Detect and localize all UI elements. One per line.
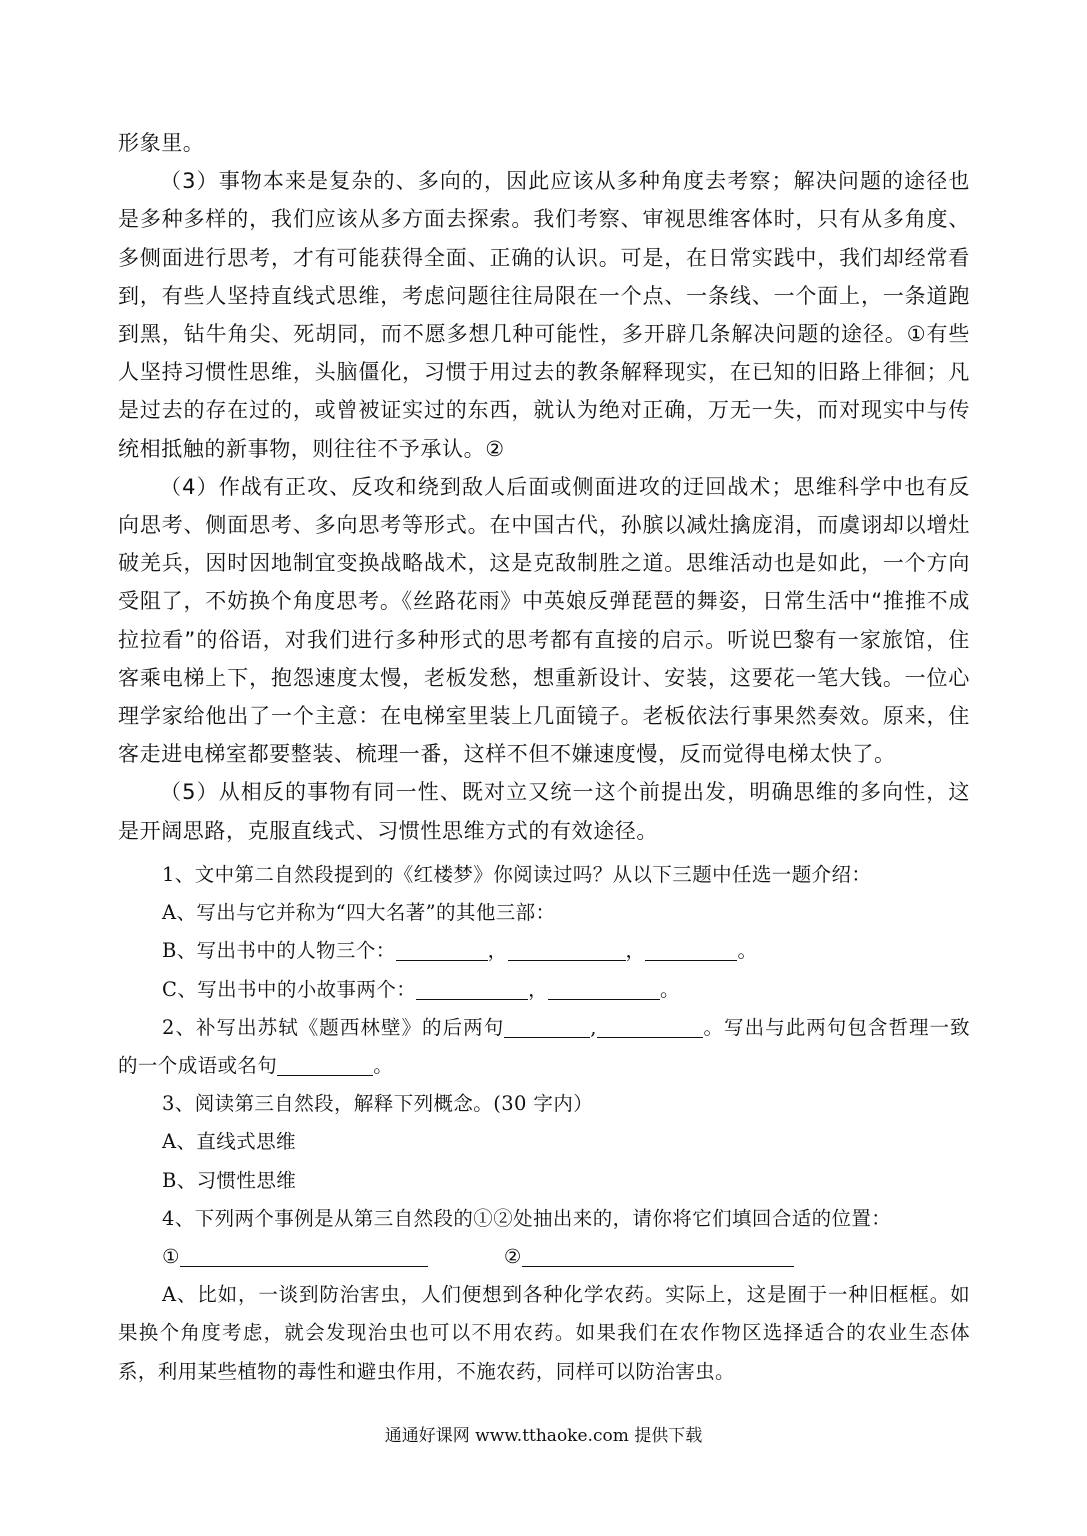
answer-blank[interactable] xyxy=(277,1053,373,1076)
answer-blank[interactable] xyxy=(597,1015,703,1038)
paragraph-continuation: 形象里。 xyxy=(118,131,205,155)
question-2-text: 2、补写出苏轼《题西林壁》的后两句 xyxy=(162,1015,505,1039)
circled-2: ② xyxy=(503,1245,522,1269)
question-2 xyxy=(118,1009,970,1085)
question-1c-text: C、写出书中的小故事两个： xyxy=(162,977,417,1001)
question-3b: B、习惯性思维 xyxy=(162,1168,297,1192)
end-mark: 。 xyxy=(373,1054,394,1078)
circled-1: ① xyxy=(162,1245,180,1269)
question-1b xyxy=(118,932,970,970)
page-footer: 通通好课网 www.tthaoke.com 提供下载 xyxy=(384,1426,703,1446)
question-3a: A、直线式思维 xyxy=(162,1130,296,1154)
question-4-answers xyxy=(118,1238,970,1276)
question-1c xyxy=(118,971,970,1009)
question-1a: A、写出与它并称为“四大名著”的其他三部： xyxy=(162,901,556,925)
question-3: 3、阅读第三自然段，解释下列概念。(30 字内） xyxy=(162,1092,594,1116)
paragraph-3: （3）事物本来是复杂的、多向的，因此应该从多种角度去考察；解决问题的途径也是多种多样的，我们应该从多方面去探索。我们考察、审视思维客体时，只有从多角度、多侧面进行思考，才有可能获得全面、正确的认识。可是，在日常实践中，我们却经常看到，有些人坚持直线式思维，考虑问题往往局限在一个点、一条线、一个面上，一条道跑到黑，钻牛角尖、死胡同，而不愿多想几种可能性，多开辟几条解决问题的途径。①有些人坚持习惯性思维，头脑僵化，习惯于用过去的教条解释现实，在已知的旧路上徘徊；凡是过去的存在过的，或曾被证实过的东西，就认为绝对正确，万无一失，而对现实中与传统相抵触的新事物，则往往不予承认。② xyxy=(118,169,970,461)
paragraph-5: （5）从相反的事物有同一性、既对立又统一这个前提出发，明确思维的多向性，这是开阔思路，克服直线式、习惯性思维方式的有效途径。 xyxy=(118,780,970,843)
question-4: 4、下列两个事例是从第三自然段的①②处抽出来的，请你将它们填回合适的位置： xyxy=(162,1206,892,1230)
paragraph-4: （4）作战有正攻、反攻和绕到敌人后面或侧面进攻的迂回战术；思维科学中也有反向思考、侧面思考、多向思考等形式。在中国古代，孙膑以减灶擒庞涓，而虞诩却以增灶破羌兵，因时因地制宜变换战略战术，这是克敌制胜之道。思维活动也是如此，一个方向受阻了，不妨换个角度思考。《丝路花雨》中英娘反弹琵琶的舞姿，日常生活中“推推不成拉拉看”的俗语，对我们进行多种形式的思考都有直接的启示。听说巴黎有一家旅馆，住客乘电梯上下，抱怨速度太慢，老板发愁，想重新设计、安装，这要花一笔大钱。一位心理学家给他出了一个主意：在电梯室里装上几面镜子。老板依法行事果然奏效。原来，住客走进电梯室都要整装、梳理一番，这样不但不嫌速度慢，反而觉得电梯太快了。 xyxy=(118,474,970,767)
answer-blank[interactable] xyxy=(645,938,737,961)
question-2-mid: 。写出与此两句包含哲理一致的一个成语或名句 xyxy=(118,1015,970,1078)
article-body xyxy=(118,124,970,850)
answer-blank[interactable] xyxy=(396,938,488,961)
separator: ， xyxy=(487,939,508,963)
questions-section xyxy=(118,856,970,1391)
separator: ， xyxy=(625,939,646,963)
answer-blank[interactable] xyxy=(416,977,528,1000)
separator: , xyxy=(590,1015,597,1039)
answer-blank[interactable] xyxy=(180,1244,428,1267)
answer-blank[interactable] xyxy=(548,977,660,1000)
question-4a: A、比如，一谈到防治害虫，人们便想到各种化学农药。实际上，这是囿于一种旧框框。如果换个角度考虑，就会发现治虫也可以不用农药。如果我们在农作物区选择适合的农业生态体系，利用某些植物的毒性和避虫作用，不施农药，同样可以防治害虫。 xyxy=(118,1283,970,1383)
end-mark: 。 xyxy=(737,939,758,963)
answer-blank[interactable] xyxy=(508,938,626,961)
end-mark: 。 xyxy=(660,977,680,1001)
answer-blank[interactable] xyxy=(522,1244,794,1267)
separator: ， xyxy=(528,977,549,1001)
question-1: 1、文中第二自然段提到的《红楼梦》你阅读过吗？从以下三题中任选一题介绍： xyxy=(162,863,872,886)
answer-blank[interactable] xyxy=(504,1015,590,1038)
question-1b-text: B、写出书中的人物三个： xyxy=(162,939,396,963)
